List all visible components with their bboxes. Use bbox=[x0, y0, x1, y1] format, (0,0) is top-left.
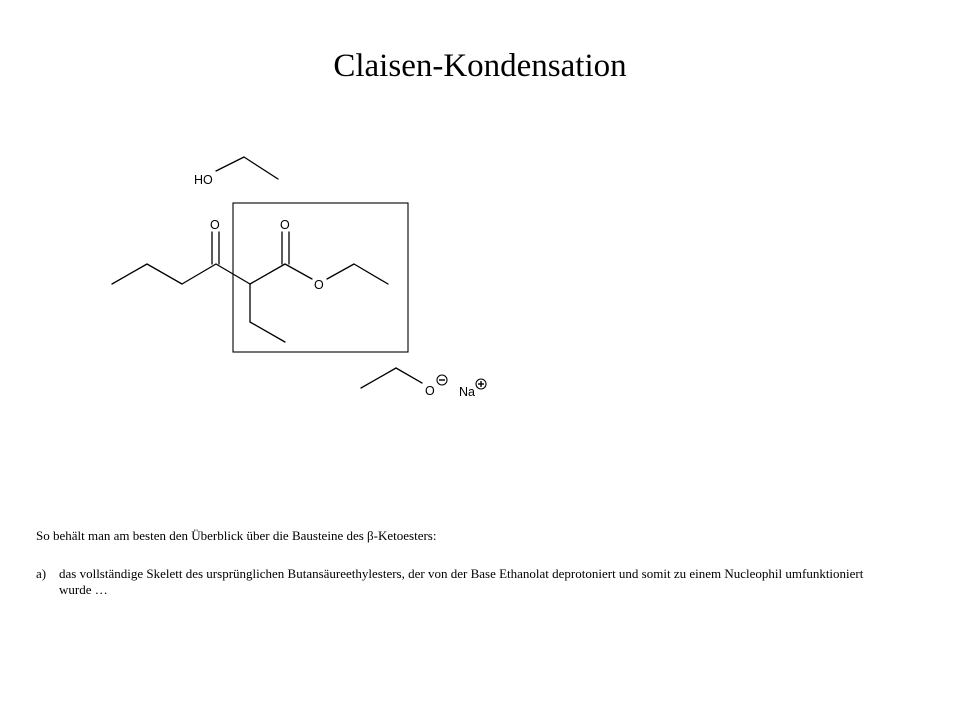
intro-text-before: So behält man am besten den Überblick über die Bausteine des bbox=[36, 528, 368, 543]
bond bbox=[327, 264, 354, 279]
bond bbox=[285, 264, 312, 279]
list-item-marker: a) bbox=[36, 566, 47, 581]
bond bbox=[112, 264, 147, 284]
intro-text-after: -Ketoesters: bbox=[373, 528, 437, 543]
bond bbox=[354, 264, 388, 284]
ethoxide-o-label: O bbox=[425, 384, 435, 398]
ethanol-ho-label: HO bbox=[194, 173, 213, 187]
list-item-text: das vollständige Skelett des ursprünglichen Butansäureethylesters, der von der Base Ethanolat deprotoniert und somit zu einem Nucleophil umfunktioniert wurde … bbox=[59, 566, 864, 597]
bond bbox=[250, 264, 285, 284]
bond bbox=[361, 368, 396, 388]
bond bbox=[216, 157, 244, 171]
slide-title: Claisen-Kondensation bbox=[333, 48, 627, 84]
sodium-ethoxide bbox=[361, 368, 486, 399]
bond bbox=[250, 322, 285, 342]
ester-carbonyl-o-label: O bbox=[280, 218, 290, 232]
bond bbox=[147, 264, 182, 284]
negative-charge-icon bbox=[437, 375, 447, 385]
ketoester-molecule bbox=[112, 218, 388, 342]
ketone-o-label: O bbox=[210, 218, 220, 232]
intro-text bbox=[36, 528, 436, 544]
ethanol-molecule bbox=[194, 157, 278, 187]
beta-symbol: β bbox=[367, 528, 374, 543]
bond bbox=[244, 157, 278, 179]
positive-charge-icon bbox=[476, 379, 486, 389]
bond bbox=[396, 368, 422, 383]
ester-ether-o-label: O bbox=[314, 278, 324, 292]
bond bbox=[182, 264, 216, 284]
sodium-na-label: Na bbox=[459, 385, 475, 399]
